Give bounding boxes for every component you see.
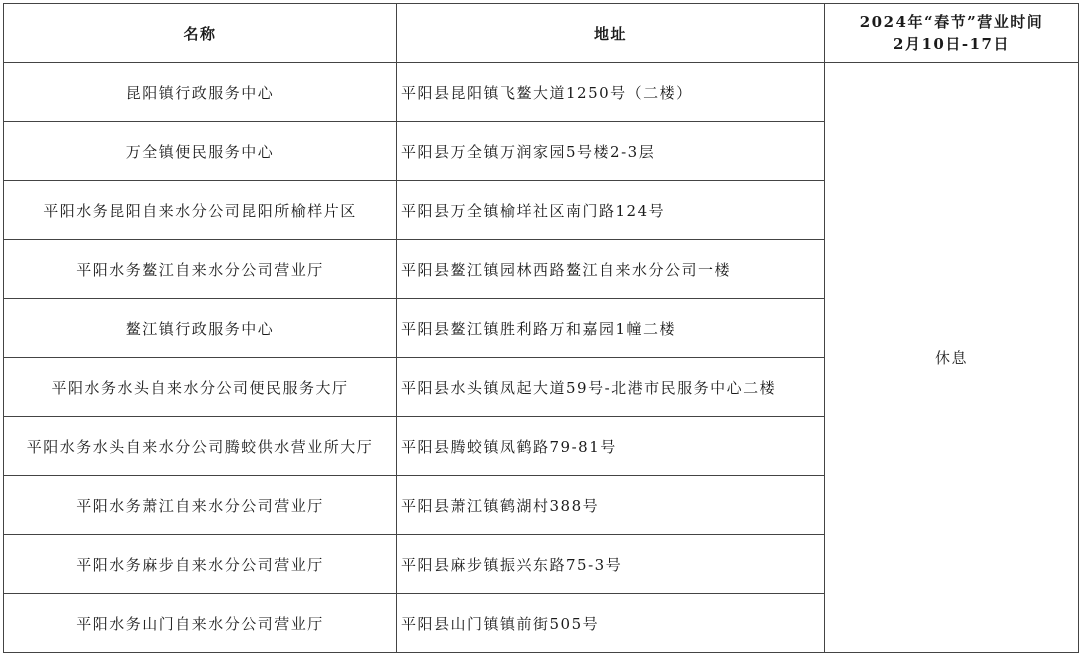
table-row <box>4 63 1079 122</box>
row-address: 平阳县山门镇镇前街505号 <box>397 594 825 653</box>
row-address: 平阳县万全镇榆垟社区南门路124号 <box>397 181 825 240</box>
header-name: 名称 <box>4 4 397 63</box>
row-address: 平阳县鳌江镇胜利路万和嘉园1幢二楼 <box>397 299 825 358</box>
table-header-row <box>4 4 1079 63</box>
row-name: 平阳水务山门自来水分公司营业厅 <box>4 594 397 653</box>
header-hours-dates: 2月10日-17日 <box>893 35 1010 53</box>
row-name: 平阳水务萧江自来水分公司营业厅 <box>4 476 397 535</box>
header-hours-title: 2024年“春节”营业时间 <box>859 13 1044 31</box>
row-name: 平阳水务麻步自来水分公司营业厅 <box>4 535 397 594</box>
row-address: 平阳县水头镇凤起大道59号-北港市民服务中心二楼 <box>397 358 825 417</box>
row-name: 万全镇便民服务中心 <box>4 122 397 181</box>
business-hours-table <box>3 3 1079 653</box>
header-address: 地址 <box>397 4 825 63</box>
row-name: 平阳水务鳌江自来水分公司营业厅 <box>4 240 397 299</box>
hours-status: 休息 <box>825 63 1079 653</box>
row-name: 昆阳镇行政服务中心 <box>4 63 397 122</box>
header-hours <box>825 4 1079 63</box>
row-address: 平阳县麻步镇振兴东路75-3号 <box>397 535 825 594</box>
row-address: 平阳县鳌江镇园林西路鳌江自来水分公司一楼 <box>397 240 825 299</box>
row-address: 平阳县万全镇万润家园5号楼2-3层 <box>397 122 825 181</box>
row-name: 平阳水务水头自来水分公司腾蛟供水营业所大厅 <box>4 417 397 476</box>
row-address: 平阳县萧江镇鹤湖村388号 <box>397 476 825 535</box>
row-name: 平阳水务水头自来水分公司便民服务大厅 <box>4 358 397 417</box>
row-address: 平阳县腾蛟镇凤鹤路79-81号 <box>397 417 825 476</box>
row-name: 平阳水务昆阳自来水分公司昆阳所榆样片区 <box>4 181 397 240</box>
row-address: 平阳县昆阳镇飞鳌大道1250号（二楼） <box>397 63 825 122</box>
row-name: 鳌江镇行政服务中心 <box>4 299 397 358</box>
